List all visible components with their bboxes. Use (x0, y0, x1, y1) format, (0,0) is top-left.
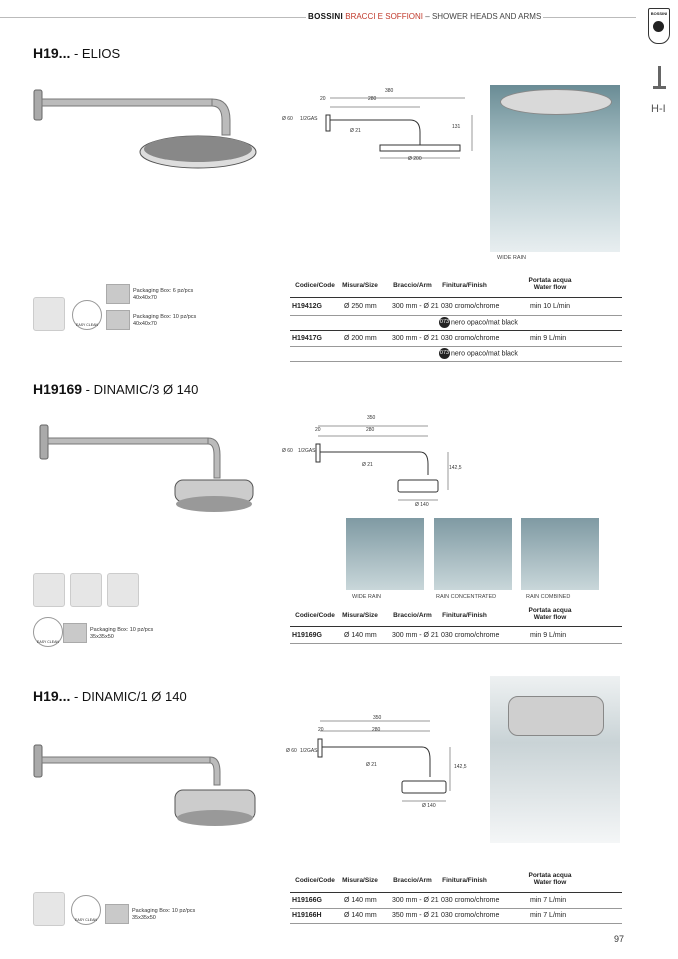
rain-concentrated-photo (434, 518, 512, 590)
table-rule (290, 330, 622, 331)
dim-20: 20 (315, 427, 321, 433)
logo-text: BOSSINI (650, 11, 668, 16)
section1-code: H19... (33, 45, 71, 61)
easy-clean-icon (33, 617, 63, 647)
finish-code-badge: 073 (439, 348, 450, 359)
logo-mark (653, 21, 664, 32)
finish-label: nero opaco/mat black (451, 350, 518, 358)
dim-d200: Ø 200 (408, 156, 422, 162)
shower-arm-icon (658, 66, 661, 88)
section-tab-label: H-I (651, 103, 666, 115)
easy-clean-icon (71, 895, 101, 925)
col-size: Misura/Size (342, 612, 378, 619)
col-code: Codice/Code (295, 282, 335, 289)
row-code: H19169G (292, 632, 322, 639)
col-finish: Finitura/Finish (442, 612, 487, 619)
dim-20: 20 (320, 96, 326, 102)
table-rule (290, 626, 622, 627)
finish-option (439, 348, 518, 359)
elios-product-image (30, 85, 260, 175)
dim-280: 280 (372, 727, 381, 733)
table-rule (290, 297, 622, 298)
shower-head-icon (653, 86, 666, 89)
dim-d21: Ø 21 (362, 462, 373, 468)
dinamic1-product-image (32, 740, 257, 835)
col-code: Codice/Code (295, 877, 335, 884)
spray-pattern-icon (33, 297, 65, 331)
packaging-info-1: Packaging Box: 6 pz/pcs 40x40x70 (133, 288, 194, 301)
row-size: Ø 140 mm (344, 912, 377, 919)
dim-142-5: 142,5 (454, 764, 467, 770)
header-category-en: SHOWER HEADS AND ARMS (431, 12, 542, 21)
col-arm: Braccio/Arm (393, 877, 432, 884)
col-flow: Portata acqua Water flow (528, 872, 572, 886)
easy-clean-label: EASY CLEAN (76, 323, 98, 327)
easy-clean-label: EASY CLEAN (75, 918, 97, 922)
dim-280: 280 (368, 96, 377, 102)
packaging-box-icon (105, 904, 129, 924)
dinamic1-photo (490, 676, 620, 843)
dim-gas: 1/2GAS (300, 116, 318, 122)
row-finish: 030 cromo/chrome (441, 632, 500, 639)
header-separator: – (423, 12, 432, 21)
row-arm: 300 mm - Ø 21 (392, 335, 439, 342)
dim-20: 20 (318, 727, 324, 733)
row-arm: 300 mm - Ø 21 (392, 303, 439, 310)
caption-rain-concentrated: RAIN CONCENTRATED (436, 594, 497, 600)
row-flow: min 7 L/min (530, 897, 567, 904)
spray-pattern-icon (107, 573, 139, 607)
row-flow: min 9 L/min (530, 632, 567, 639)
row-arm: 300 mm - Ø 21 (392, 632, 439, 639)
packaging-info: Packaging Box: 10 pz/pcs 35x35x50 (90, 627, 154, 640)
row-arm: 300 mm - Ø 21 (392, 897, 439, 904)
packaging-box-icon (63, 623, 87, 643)
page-header (306, 12, 543, 21)
header-category: BRACCI E SOFFIONI (345, 12, 424, 21)
col-flow: Portata acqua Water flow (528, 607, 572, 621)
photo-caption-wide-rain: WIDE RAIN (497, 255, 527, 261)
easy-clean-label: EASY CLEAN (37, 640, 59, 644)
row-code: H19417G (292, 335, 322, 342)
section3-code: H19... (33, 688, 71, 704)
dim-d60: Ø 60 (282, 448, 293, 454)
row-flow: min 7 L/min (530, 912, 567, 919)
row-size: Ø 140 mm (344, 897, 377, 904)
dim-d60: Ø 60 (282, 116, 293, 122)
page-number: 97 (614, 934, 625, 944)
easy-clean-icon (72, 300, 102, 330)
section3-name: - DINAMIC/1 Ø 140 (70, 689, 187, 704)
packaging-box-icon (106, 310, 130, 330)
row-flow: min 9 L/min (530, 335, 567, 342)
dim-gas: 1/2GAS (298, 448, 316, 454)
wide-rain-photo (490, 85, 620, 252)
dim-d140: Ø 140 (415, 502, 429, 508)
col-size: Misura/Size (342, 877, 378, 884)
col-arm: Braccio/Arm (393, 612, 432, 619)
table-rule (290, 643, 622, 644)
packaging-info-2: Packaging Box: 10 pz/pcs 40x40x70 (133, 314, 197, 327)
table-rule (290, 892, 622, 893)
spray-pattern-icon (70, 573, 102, 607)
row-finish: 030 cromo/chrome (441, 335, 500, 342)
header-brand: BOSSINI (308, 12, 343, 21)
dim-d60: Ø 60 (286, 748, 297, 754)
dim-380: 380 (385, 88, 394, 94)
spray-pattern-icon (33, 892, 65, 926)
dim-131: 131 (452, 124, 461, 130)
dinamic3-technical-drawing (288, 420, 468, 515)
caption-wide-rain: WIDE RAIN (352, 594, 382, 600)
dim-gas: 1/2GAS (300, 748, 318, 754)
packaging-box-icon (106, 284, 130, 304)
finish-code-badge: 073 (439, 317, 450, 328)
spray-pattern-icon (33, 573, 65, 607)
row-finish: 030 cromo/chrome (441, 303, 500, 310)
elios-technical-drawing (290, 90, 470, 170)
row-finish: 030 cromo/chrome (441, 912, 500, 919)
col-code: Codice/Code (295, 612, 335, 619)
dim-d21: Ø 21 (350, 128, 361, 134)
row-size: Ø 140 mm (344, 632, 377, 639)
dim-d140: Ø 140 (422, 803, 436, 809)
dim-350: 350 (373, 715, 382, 721)
col-finish: Finitura/Finish (442, 282, 487, 289)
section2-name: - DINAMIC/3 Ø 140 (82, 382, 199, 397)
bossini-logo (648, 8, 670, 44)
col-size: Misura/Size (342, 282, 378, 289)
row-code: H19166G (292, 897, 322, 904)
row-code: H19166H (292, 912, 322, 919)
row-size: Ø 250 mm (344, 303, 377, 310)
section2-code: H19169 (33, 381, 83, 397)
dim-280: 280 (366, 427, 375, 433)
col-finish: Finitura/Finish (442, 877, 487, 884)
row-finish: 030 cromo/chrome (441, 897, 500, 904)
table-rule (290, 908, 622, 909)
section3-title (33, 688, 187, 704)
section2-title (33, 381, 198, 397)
table-rule (290, 346, 622, 347)
row-code: H19412G (292, 303, 322, 310)
row-arm: 350 mm - Ø 21 (392, 912, 439, 919)
col-arm: Braccio/Arm (393, 282, 432, 289)
table-rule (290, 361, 622, 362)
dim-350: 350 (367, 415, 376, 421)
packaging-info: Packaging Box: 10 pz/pcs 35x35x50 (132, 908, 196, 921)
finish-option (439, 317, 518, 328)
row-size: Ø 200 mm (344, 335, 377, 342)
row-flow: min 10 L/min (530, 303, 571, 310)
section1-title (33, 45, 120, 61)
caption-rain-combined: RAIN COMBINED (526, 594, 571, 600)
table-rule (290, 315, 622, 316)
table-rule (290, 923, 622, 924)
dim-d21: Ø 21 (366, 762, 377, 768)
finish-label: nero opaco/mat black (451, 319, 518, 327)
rain-combined-photo (521, 518, 599, 590)
col-flow: Portata acqua Water flow (528, 277, 572, 291)
section1-name: - ELIOS (70, 46, 121, 61)
dinamic3-product-image (38, 420, 258, 515)
wide-rain-photo (346, 518, 424, 590)
dim-142-5: 142,5 (449, 465, 462, 471)
